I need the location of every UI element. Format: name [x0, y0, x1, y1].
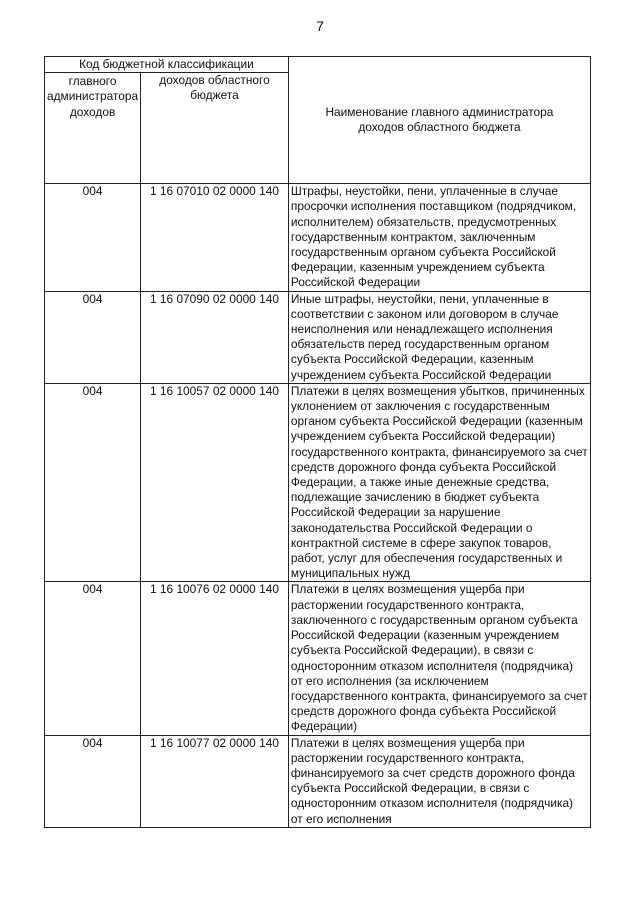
- budget-classification-table: [44, 56, 591, 828]
- admin-code-cell: 004: [45, 383, 141, 582]
- header-administrator-name: Наименование главного администратора доходов областного бюджета: [288, 57, 590, 184]
- admin-code-cell: 004: [45, 582, 141, 735]
- table-row: [45, 383, 591, 582]
- header-budget-classification-code: Код бюджетной классификации: [45, 57, 289, 73]
- header-regional-budget-income: доходов областного бюджета: [141, 73, 289, 184]
- header-chief-administrator: главного администратора доходов: [45, 73, 141, 184]
- admin-code-cell: 004: [45, 735, 141, 827]
- income-code-cell: 1 16 10057 02 0000 140: [141, 383, 289, 582]
- table-row: [45, 291, 591, 383]
- income-code-cell: 1 16 10077 02 0000 140: [141, 735, 289, 827]
- income-name-cell: Иные штрафы, неустойки, пени, уплаченные в соответствии с законом или договором в случае неисполнения или ненадлежащего исполнения обязательств перед государственным органом субъекта Российской Федерации, казенным учреждением субъекта Российской Федерации: [288, 291, 590, 383]
- table-row: [45, 582, 591, 735]
- admin-code-cell: 004: [45, 184, 141, 291]
- table-row: [45, 735, 591, 827]
- admin-code-cell: 004: [45, 291, 141, 383]
- table-header-row: [45, 57, 591, 73]
- income-code-cell: 1 16 07010 02 0000 140: [141, 184, 289, 291]
- income-name-cell: Платежи в целях возмещения ущерба при расторжении государственного контракта, заключенного с государственным органом субъекта Российской Федерации (казенным учреждением субъекта Российской Федерации), в связи с односторонним отказом исполнителя (подрядчика) от его исполнения (за исключением государственного контракта, финансируемого за счет средств дорожного фонда субъекта Российской Федерации): [288, 582, 590, 735]
- income-name-cell: Платежи в целях возмещения ущерба при расторжении государственного контракта, финансируемого за счет средств дорожного фонда субъекта Российской Федерации, в связи с односторонним отказом исполнителя (подрядчика) от его исполнения: [288, 735, 590, 827]
- income-name-cell: Штрафы, неустойки, пени, уплаченные в случае просрочки исполнения поставщиком (подрядчиком, исполнителем) обязательств, предусмотренных государственным контрактом, заключенным государственным органом субъекта Российской Федерации, казенным учреждением субъекта Российской Федерации: [288, 184, 590, 291]
- income-code-cell: 1 16 10076 02 0000 140: [141, 582, 289, 735]
- income-code-cell: 1 16 07090 02 0000 140: [141, 291, 289, 383]
- income-name-cell: Платежи в целях возмещения убытков, причиненных уклонением от заключения с государственным органом субъекта Российской Федерации (казенным учреждением субъекта Российской Федерации) государственного контракта, финансируемого за счет средств дорожного фонда субъекта Российской Федерации, а также иные денежные средства, подлежащие зачислению в бюджет субъекта Российской Федерации за нарушение законодательства Российской Федерации о контрактной системе в сфере закупок товаров, работ, услуг для обеспечения государственных и муниципальных нужд: [288, 383, 590, 582]
- page-number: 7: [316, 18, 324, 34]
- table-row: [45, 184, 591, 291]
